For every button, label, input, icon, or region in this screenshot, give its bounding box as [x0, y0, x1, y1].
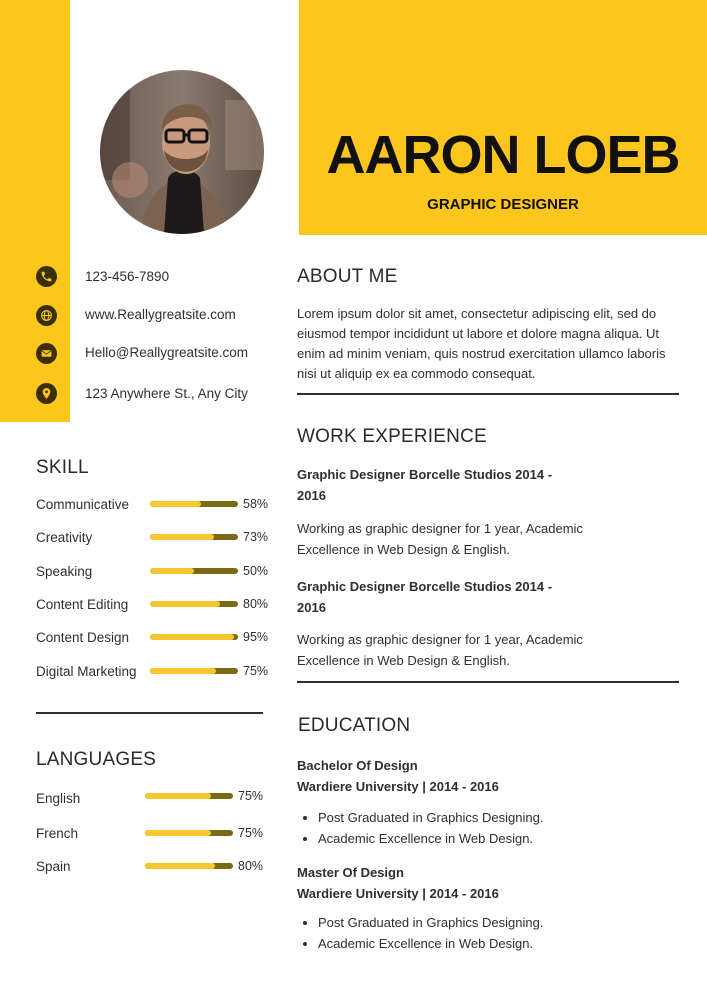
job-description: Working as graphic designer for 1 year, Academic Excellence in Web Design & English.: [297, 632, 583, 668]
language-bar: [145, 793, 233, 799]
languages-heading: LANGUAGES: [36, 749, 157, 770]
skill-bar: [150, 668, 238, 674]
skill-heading: SKILL: [36, 457, 89, 478]
skill-label: Content Editing: [36, 597, 129, 612]
degree-school: Wardiere University | 2014 - 2016: [297, 886, 499, 901]
skill-percent: 75%: [243, 664, 269, 678]
job-description: Working as graphic designer for 1 year, Academic Excellence in Web Design & English.: [297, 521, 583, 557]
profile-photo: [100, 70, 264, 234]
skill-percent: 73%: [243, 530, 269, 544]
skill-label: Communicative: [36, 497, 130, 512]
work-heading: WORK EXPERIENCE: [297, 426, 487, 447]
list-item: • Academic Excellence in Web Design.: [318, 828, 543, 849]
degree-bullets: [298, 912, 543, 954]
skill-label: Creativity: [36, 530, 93, 545]
skill-bar: [150, 601, 238, 607]
degree-bullets: [298, 807, 543, 849]
education-heading: EDUCATION: [298, 715, 411, 736]
skill-label: Content Design: [36, 630, 130, 645]
divider: [297, 681, 679, 683]
skill-bar: [150, 534, 238, 540]
contact-address: 123 Anywhere St., Any City: [85, 386, 248, 401]
skill-percent: 95%: [243, 630, 269, 644]
language-bar: [145, 830, 233, 836]
degree-title: Master Of Design: [297, 865, 404, 880]
language-percent: 75%: [238, 826, 264, 840]
language-label: French: [36, 826, 79, 841]
degree-school: Wardiere University | 2014 - 2016: [297, 779, 499, 794]
about-heading: ABOUT ME: [297, 266, 398, 287]
left-accent-strip: [0, 0, 70, 422]
degree-title: Bachelor Of Design: [297, 758, 418, 773]
job-title: Graphic Designer Borcelle Studios 2014 - 2016: [297, 579, 553, 615]
skill-bar: [150, 501, 238, 507]
candidate-role: GRAPHIC DESIGNER: [427, 196, 579, 213]
job-title: Graphic Designer Borcelle Studios 2014 - 2016: [297, 467, 553, 503]
phone-icon: [36, 266, 57, 287]
list-item: • Post Graduated in Graphics Designing.: [318, 912, 543, 933]
list-item: • Post Graduated in Graphics Designing.: [318, 807, 543, 828]
language-percent: 75%: [238, 789, 264, 803]
language-label: English: [36, 791, 81, 806]
divider: [297, 393, 679, 395]
skill-percent: 80%: [243, 597, 269, 611]
language-bar: [145, 863, 233, 869]
candidate-name: AARON LOEB: [326, 125, 680, 185]
about-text: Lorem ipsum dolor sit amet, consectetur adipiscing elit, sed do eiusmod tempor incididunt ut labore et dolore magna aliqua. Ut enim ad minim veniam, quis nostrud exercitation ullamco laboris nisi ut aliquip ex ea commodo consequat.: [297, 306, 666, 381]
contact-phone[interactable]: 123-456-7890: [85, 269, 170, 284]
skill-label: Speaking: [36, 564, 93, 579]
contact-email[interactable]: Hello@Reallygreatsite.com: [85, 345, 249, 360]
mail-icon: [36, 343, 57, 364]
list-item: • Academic Excellence in Web Design.: [318, 933, 543, 954]
skill-percent: 58%: [243, 497, 269, 511]
skill-bar: [150, 634, 238, 640]
location-icon: [36, 383, 57, 404]
language-percent: 80%: [238, 859, 264, 873]
contact-website[interactable]: www.Reallygreatsite.com: [85, 307, 236, 322]
language-label: Spain: [36, 859, 71, 874]
skill-percent: 50%: [243, 564, 269, 578]
globe-icon: [36, 305, 57, 326]
skill-label: Digital Marketing: [36, 664, 137, 679]
skill-bar: [150, 568, 238, 574]
divider: [36, 712, 263, 714]
